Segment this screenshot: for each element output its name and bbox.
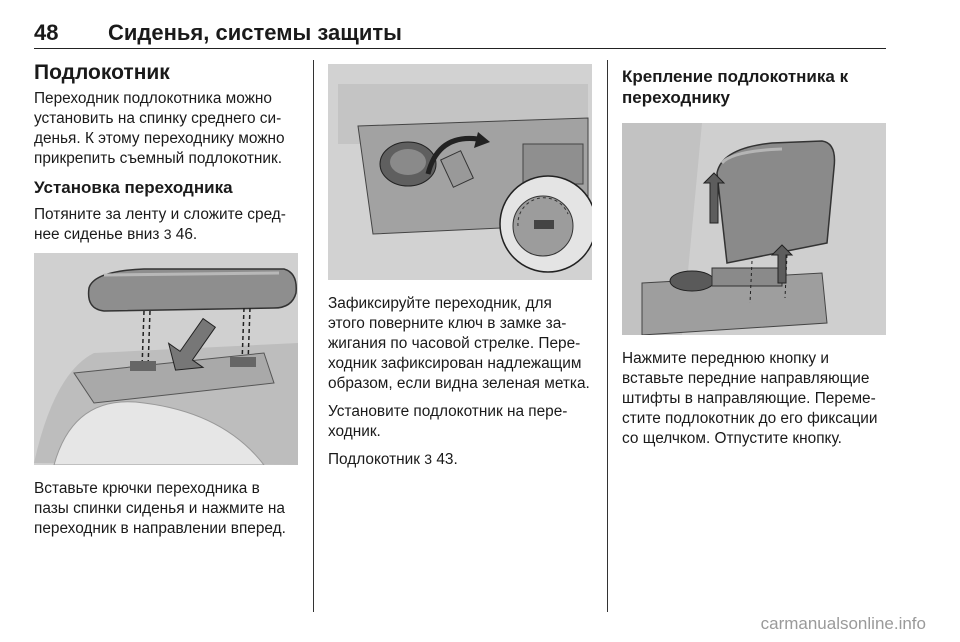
- figure-caption-1: Вставьте крючки переходника в пазы спинки сиденья и нажмите на переходник в направлении вперед.: [34, 479, 286, 537]
- page-ref-arrow-icon: 3: [163, 225, 172, 242]
- armrest-ref-text: Подлокотник: [328, 451, 420, 469]
- install-armrest-text: Установите подлокотник на пере-ходник.: [328, 403, 568, 441]
- armrest-heading: Подлокотник: [34, 61, 170, 84]
- armrest-attach-illustration: [622, 123, 886, 335]
- lock-adapter-text: Зафиксируйте переходник, для этого поверните ключ в замке за-жигания по часовой стрелке. Пере-ходник зафиксирован надлежащим образом, если видна зеленая метка.: [328, 295, 590, 393]
- column-3: [622, 60, 886, 457]
- adapter-install-illustration: [34, 253, 298, 465]
- install-step: [34, 205, 298, 245]
- column-2: [328, 60, 592, 478]
- page-number: 48: [34, 20, 59, 45]
- column-divider: [607, 60, 608, 612]
- install-adapter-heading: Установка переходника: [34, 178, 233, 198]
- watermark: carmanualsonline.info: [760, 614, 926, 633]
- install-step-text: Потяните за ленту и сложите сред-нее сиденье вниз: [34, 205, 286, 243]
- section-title: Сиденья, системы защиты: [108, 20, 402, 45]
- adapter-lock-illustration: [328, 64, 592, 280]
- armrest-ref: [328, 450, 592, 470]
- page-ref: 46.: [175, 225, 198, 243]
- armrest-intro: Переходник подлокотника можно установить на спинку среднего си-денья. К этому переходнику можно прикрепить съемный подлокотник.: [34, 90, 285, 168]
- column-divider: [313, 60, 314, 612]
- page-ref: 43.: [436, 451, 458, 469]
- figure-caption-3: Нажмите переднюю кнопку и вставьте передние направляющие штифты в направляющие. Переме-стите подлокотник до его фиксации со щелчком. Отпустите кнопку.: [622, 349, 878, 447]
- page-ref-arrow-icon: 3: [424, 451, 433, 468]
- attach-armrest-heading: Крепление подлокотника к переходнику: [622, 67, 849, 108]
- column-1: [34, 60, 298, 547]
- page-header: [34, 20, 886, 49]
